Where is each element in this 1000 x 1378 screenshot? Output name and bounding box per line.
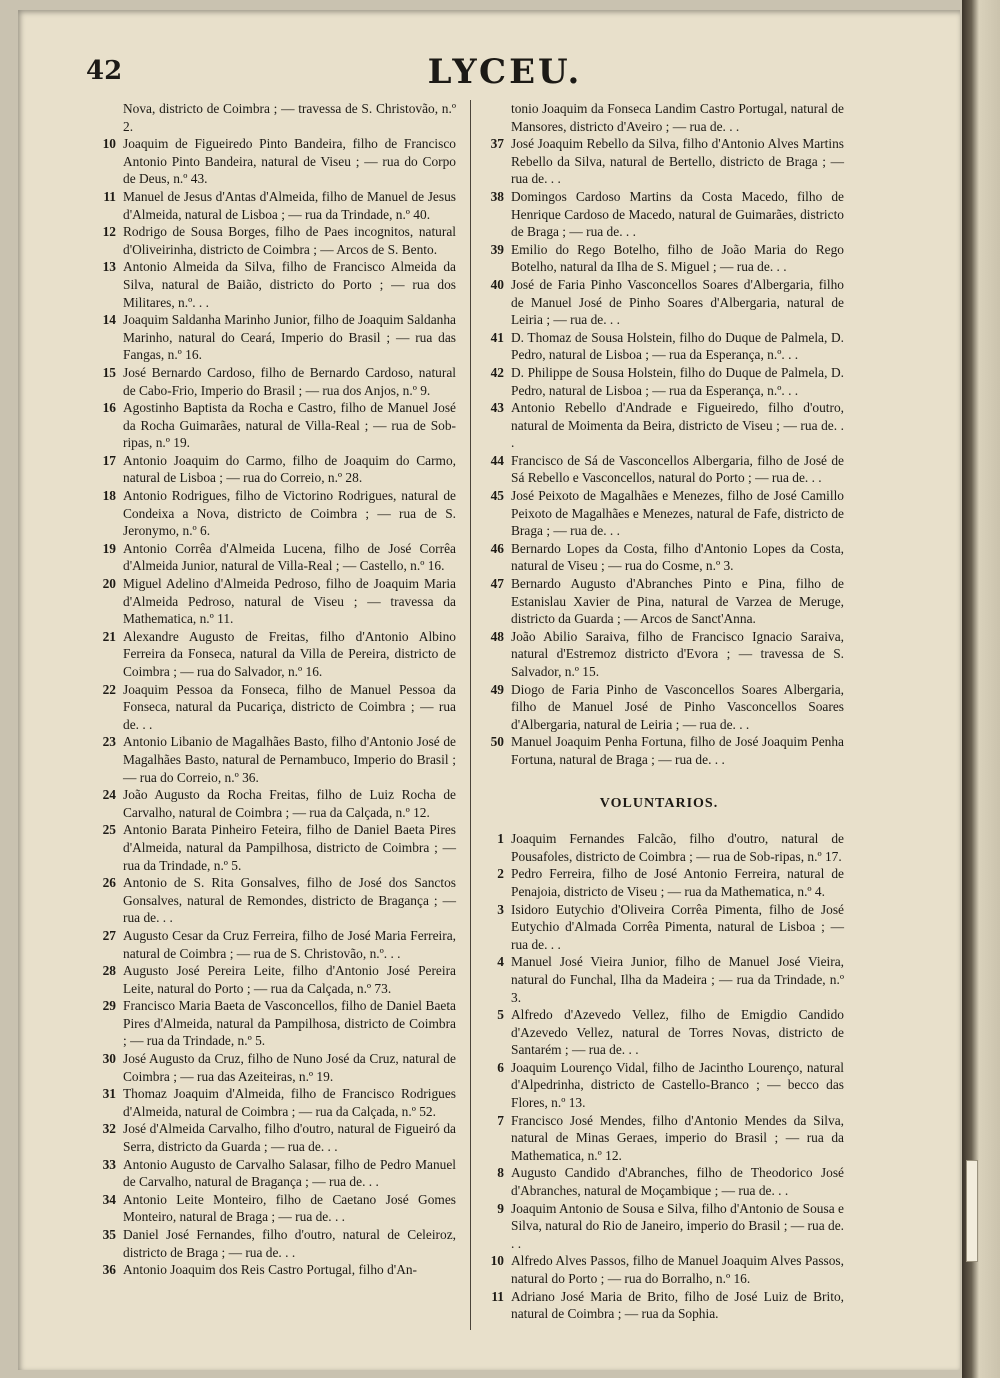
entry-number: 20 [102, 576, 116, 592]
entry-text: Miguel Adelino d'Almeida Pedroso, filho de Joaquim Maria d'Almeida Pedroso, natural de Viseu ; — travessa da Mathematica, n.º 11. [123, 576, 456, 627]
entry-text: José Joaquim Rebello da Silva, filho d'Antonio Alves Martins Rebello da Silva, natural de Bertello, districto de Braga ; — rua de. . . [511, 136, 844, 187]
right-entry-list [474, 135, 844, 768]
list-entry [86, 733, 456, 786]
page-header [70, 52, 940, 92]
entry-text: Bernardo Lopes da Costa, filho d'Antonio Lopes da Costa, natural de Viseu ; — rua do Cosme, n.º 3. [511, 540, 844, 574]
entry-number: 26 [102, 875, 116, 891]
entry-number: 39 [490, 241, 504, 257]
entry-number: 36 [102, 1262, 116, 1278]
entry-text: Manuel Joaquim Penha Fortuna, filho de José Joaquim Penha Fortuna, natural de Braga ; — rua de. . . [511, 734, 844, 767]
entry-number: 9 [497, 1200, 504, 1216]
entry-number: 19 [102, 540, 116, 556]
list-entry [474, 830, 844, 865]
entry-text: Antonio Augusto de Carvalho Salasar, filho de Pedro Manuel de Carvalho, natural de Bragança ; — rua de. . . [123, 1156, 456, 1190]
entry-text: Antonio Rodrigues, filho de Victorino Rodrigues, natural de Condeixa a Nova, districto de Coimbra ; — rua de S. Jeronymo, n.º 6. [123, 488, 456, 539]
entry-text: Joaquim Pessoa da Fonseca, filho de Manuel Pessoa da Fonseca, natural da Pucariça, districto de Coimbra ; — rua de. . . [123, 681, 456, 732]
entry-text: Antonio Leite Monteiro, filho de Caetano José Gomes Monteiro, natural de Braga ; — rua de. . . [123, 1191, 456, 1225]
entry-number: 47 [490, 576, 504, 592]
column-divider [470, 100, 471, 1330]
entry-number: 13 [102, 259, 116, 275]
entry-text: Pedro Ferreira, filho de José Antonio Ferreira, natural de Penajoia, districto de Viseu ; — rua da Mathematica, n.º 4. [511, 866, 844, 899]
list-entry [86, 1120, 456, 1155]
entry-text: Francisco Maria Baeta de Vasconcellos, filho de Daniel Baeta Pires d'Almeida, natural da Pampilhosa, districto de Coimbra ; — rua da Trindade, n.º 5. [123, 998, 456, 1049]
list-entry [474, 575, 844, 628]
list-entry [474, 241, 844, 276]
entry-text: João Augusto da Rocha Freitas, filho de Luiz Rocha de Carvalho, natural de Coimbra ; — rua da Calçada, n.º 12. [123, 787, 456, 820]
list-entry [86, 927, 456, 962]
list-entry [474, 1006, 844, 1059]
entry-number: 12 [102, 224, 116, 240]
entry-text: Antonio Barata Pinheiro Feteira, filho de Daniel Baeta Pires d'Almeida, natural da Pampilhosa, districto de Coimbra ; — rua da Trindade, n.º 5. [123, 822, 456, 873]
entry-number: 1 [497, 831, 504, 847]
list-entry [86, 1226, 456, 1261]
entry-text: Antonio Joaquim dos Reis Castro Portugal, filho d'An- [123, 1262, 418, 1278]
list-entry [474, 1252, 844, 1287]
entry-number: 33 [102, 1156, 116, 1172]
list-entry [86, 1191, 456, 1226]
list-entry [474, 733, 844, 768]
list-entry [86, 874, 456, 927]
entry-text: João Abilio Saraiva, filho de Francisco Ignacio Saraiva, natural d'Estremoz districto d'Evora ; — travessa de S. Salvador, n.º 15. [511, 628, 844, 679]
entry-text: Alfredo d'Azevedo Vellez, filho de Emigdio Candido d'Azevedo Vellez, natural de Torres Novas, districto de Santarém ; — rua de. . . [511, 1007, 844, 1058]
list-entry [474, 276, 844, 329]
list-entry [86, 962, 456, 997]
entry-number: 27 [102, 927, 116, 943]
list-entry [474, 188, 844, 241]
list-entry [86, 188, 456, 223]
entry-text: D. Thomaz de Sousa Holstein, filho do Duque de Palmela, D. Pedro, natural de Lisboa ; — rua da Esperança, n.º. . . [511, 329, 844, 363]
entry-number: 41 [490, 329, 504, 345]
entry-number: 28 [102, 963, 116, 979]
entry-text: Daniel José Fernandes, filho d'outro, natural de Celeiroz, districto de Braga ; — rua de. . . [123, 1227, 456, 1260]
entry-text: Francisco de Sá de Vasconcellos Albergaria, filho de José de Sá Rebello e Vasconcellos, natural do Porto ; — rua de. . . [511, 452, 844, 486]
entry-text: Manuel José Vieira Junior, filho de Manuel José Vieira, natural do Funchal, Ilha da Madeira ; — rua da Trindade, n.º 3. [511, 954, 844, 1005]
entry-number: 44 [490, 452, 504, 468]
list-entry [86, 575, 456, 628]
entry-number: 21 [102, 628, 116, 644]
entry-number: 16 [102, 400, 116, 416]
entry-text: José d'Almeida Carvalho, filho d'outro, natural de Figueiró da Serra, districto da Guarda ; — rua de. . . [123, 1121, 456, 1155]
right-column [474, 100, 844, 1323]
list-entry [86, 681, 456, 734]
entry-number: 24 [102, 787, 116, 803]
entry-text: Antonio Rebello d'Andrade e Figueiredo, filho d'outro, natural de Moimenta da Beira, districto de Viseu ; — rua de. . . [511, 400, 844, 451]
entry-number: 48 [490, 628, 504, 644]
entry-number: 10 [490, 1253, 504, 1269]
list-entry [474, 452, 844, 487]
entry-text: Joaquim Antonio de Sousa e Silva, filho d'Antonio de Sousa e Silva, natural do Rio de Janeiro, imperio do Brasil ; — rua de. . . [511, 1200, 844, 1251]
entry-text: Rodrigo de Sousa Borges, filho de Paes incognitos, natural d'Oliveirinha, districto de Coimbra ; — Arcos de S. Bento. [123, 224, 456, 257]
list-entry [474, 901, 844, 954]
entry-text: Diogo de Faria Pinho de Vasconcellos Soares Albergaria, filho de Manuel José de Pinho Vasconcellos Soares d'Albergaria, natural de Leiria ; — rua de. . . [511, 681, 844, 732]
left-entry-list [86, 135, 456, 1279]
entry-number: 49 [490, 681, 504, 697]
entry-text: Manuel de Jesus d'Antas d'Almeida, filho de Manuel de Jesus d'Almeida, natural de Lisboa ; — rua da Trindade, n.º 40. [123, 188, 456, 222]
list-entry [86, 364, 456, 399]
entry-text: Isidoro Eutychio d'Oliveira Corrêa Pimenta, filho de José Eutychio d'Almada Corrêa Pimenta, natural de Lisboa ; — rua de. . . [511, 901, 844, 952]
list-entry [86, 258, 456, 311]
entry-number: 37 [490, 136, 504, 152]
entry-number: 38 [490, 188, 504, 204]
list-entry [474, 1200, 844, 1253]
entry-text: Francisco José Mendes, filho d'Antonio Mendes da Silva, natural de Minas Geraes, imperio do Brasil ; — rua da Mathematica, n.º 12. [511, 1112, 844, 1163]
entry-number: 4 [497, 954, 504, 970]
entry-number: 40 [490, 276, 504, 292]
list-entry [474, 953, 844, 1006]
entry-number: 42 [490, 364, 504, 380]
entry-text: Augusto Candido d'Abranches, filho de Theodorico José d'Abranches, natural de Moçambique ; — rua de. . . [511, 1165, 844, 1199]
list-entry [474, 865, 844, 900]
entry-text: Antonio Almeida da Silva, filho de Francisco Almeida da Silva, natural de Baião, districto do Porto ; — rua dos Militares, n.º. . . [123, 259, 456, 310]
list-entry [474, 487, 844, 540]
entry-number: 6 [497, 1059, 504, 1075]
entry-number: 32 [102, 1121, 116, 1137]
list-entry [474, 364, 844, 399]
entry-number: 5 [497, 1007, 504, 1023]
entry-number: 22 [102, 681, 116, 697]
entry-text: Antonio Corrêa d'Almeida Lucena, filho de José Corrêa d'Almeida Junior, natural de Villa-Real ; — Castello, n.º 16. [123, 540, 456, 574]
entry-text: Domingos Cardoso Martins da Costa Macedo, filho de Henrique Cardoso de Macedo, natural de Guimarães, districto de Braga ; — rua de. . . [511, 188, 844, 240]
entry-number: 31 [102, 1086, 116, 1102]
entry-number: 50 [490, 734, 504, 750]
entry-number: 30 [102, 1051, 116, 1067]
entry-number: 46 [490, 540, 504, 556]
entry-text: José de Faria Pinho Vasconcellos Soares d'Albergaria, filho de Manuel José de Pinho Soares d'Albergaria, natural de Leiria ; — rua de. . . [511, 276, 844, 328]
entry-number: 34 [102, 1191, 116, 1207]
list-entry [474, 681, 844, 734]
entry-number: 10 [102, 136, 116, 152]
list-entry [86, 311, 456, 364]
entry-number: 14 [102, 312, 116, 328]
entry-number: 43 [490, 400, 504, 416]
entry-text: José Augusto da Cruz, filho de Nuno José da Cruz, natural de Coimbra ; — rua das Azeiteiras, n.º 19. [123, 1051, 456, 1084]
entry-number: 17 [102, 452, 116, 468]
entry-number: 23 [102, 734, 116, 750]
entry-text: Augusto Cesar da Cruz Ferreira, filho de José Maria Ferreira, natural de Coimbra ; — rua de S. Christovão, n.º. . . [123, 927, 456, 961]
entry-number: 7 [497, 1112, 504, 1128]
entry-text: Bernardo Augusto d'Abranches Pinto e Pina, filho de Estanislau Xavier de Pina, natural de Varzea de Meruge, districto da Guarda ; — Arcos de Sanct'Anna. [511, 576, 844, 627]
entry-text: Joaquim Fernandes Falcão, filho d'outro, natural de Pousafoles, districto de Coimbra ; — rua de Sob-ripas, n.º 17. [511, 831, 844, 864]
entry-text: Adriano José Maria de Brito, filho de José Luiz de Brito, natural de Coimbra ; — rua da Sophia. [511, 1288, 844, 1322]
list-entry [474, 1288, 844, 1323]
page-tab-marker [966, 1160, 978, 1262]
entry-number: 29 [102, 998, 116, 1014]
list-entry [86, 399, 456, 452]
list-entry [86, 452, 456, 487]
entry-text: Joaquim Lourenço Vidal, filho de Jacintho Lourenço, natural d'Alpedrinha, districto de Castello-Branco ; — becco das Flores, n.º 13. [511, 1059, 844, 1111]
entry-number: 11 [491, 1288, 504, 1304]
page-number: 42 [86, 56, 123, 86]
entry-number: 15 [102, 364, 116, 380]
entry-text: Augusto José Pereira Leite, filho d'Antonio José Pereira Leite, natural do Porto ; — rua da Calçada, n.º 73. [123, 963, 456, 996]
entry-number: 25 [102, 822, 116, 838]
list-entry [474, 329, 844, 364]
entry-text: Joaquim Saldanha Marinho Junior, filho de Joaquim Saldanha Marinho, natural do Ceará, Imperio do Brasil ; — rua das Fangas, n.º 16. [123, 312, 456, 363]
entry-text: Antonio Libanio de Magalhães Basto, filho d'Antonio José de Magalhães Basto, natural de Pernambuco, Imperio do Brasil ; — rua do Correio, n.º 36. [123, 734, 456, 785]
entry-text: Antonio Joaquim do Carmo, filho de Joaquim do Carmo, natural de Lisboa ; — rua do Correio, n.º 28. [123, 452, 456, 486]
list-entry [474, 399, 844, 452]
list-entry [474, 1059, 844, 1112]
list-entry [474, 1112, 844, 1165]
list-entry [474, 540, 844, 575]
running-title: LYCEU. [427, 52, 583, 92]
entry-number: 2 [497, 866, 504, 882]
entry-number: 35 [102, 1227, 116, 1242]
continuation-text: tonio Joaquim da Fonseca Landim Castro Portugal, natural de Mansores, districto d'Aveiro ; — rua de. . . [511, 101, 844, 134]
list-entry [86, 1261, 456, 1279]
entry-text: Antonio de S. Rita Gonsalves, filho de José dos Sanctos Gonsalves, natural de Remondes, districto de Bragança ; — rua de. . . [123, 875, 456, 926]
list-entry [86, 1050, 456, 1085]
list-entry [86, 223, 456, 258]
entry-text: Alfredo Alves Passos, filho de Manuel Joaquim Alves Passos, natural do Porto ; — rua do Borralho, n.º 16. [511, 1253, 844, 1286]
section-heading-voluntarios: VOLUNTARIOS. [599, 795, 719, 811]
list-entry [86, 821, 456, 874]
entry-text: Thomaz Joaquim d'Almeida, filho de Francisco Rodrigues d'Almeida, natural de Coimbra ; — rua da Calçada, n.º 52. [123, 1086, 456, 1119]
entry-text: José Bernardo Cardoso, filho de Bernardo Cardoso, natural de Cabo-Frio, Imperio do Brasil ; — rua dos Anjos, n.º 9. [123, 364, 456, 398]
list-entry [86, 1085, 456, 1120]
entry-number: 45 [490, 488, 504, 504]
list-entry [86, 540, 456, 575]
continuation-text: Nova, districto de Coimbra ; — travessa de S. Christovão, n.º 2. [123, 101, 456, 134]
entry-text: Agostinho Baptista da Rocha e Castro, filho de Manuel José da Rocha Guimarães, natural de Villa-Real ; — rua de Sob-ripas, n.º 19. [123, 400, 456, 451]
list-entry [86, 997, 456, 1050]
list-entry [474, 1164, 844, 1199]
list-entry [86, 786, 456, 821]
list-entry [86, 628, 456, 681]
entry-text: Alexandre Augusto de Freitas, filho d'Antonio Albino Ferreira da Fonseca, natural da Villa de Pereira, districto de Coimbra ; — rua do Salvador, n.º 16. [123, 628, 456, 679]
list-entry [474, 628, 844, 681]
entry-text: Emilio do Rego Botelho, filho de João Maria do Rego Botelho, natural da Ilha de S. Miguel ; — rua de. . . [511, 241, 844, 275]
entry-number: 8 [497, 1165, 504, 1181]
entry-text: José Peixoto de Magalhães e Menezes, filho de José Camillo Peixoto de Magalhães e Menezes, natural de Fafe, districto de Braga ; — rua de. . . [511, 488, 844, 539]
entry-number: 11 [103, 188, 116, 204]
list-entry [86, 135, 456, 188]
list-entry [86, 487, 456, 540]
entry-text: D. Philippe de Sousa Holstein, filho do Duque de Palmela, D. Pedro, natural de Lisboa ; — rua da Esperança, n.º. . . [511, 364, 844, 398]
left-column [86, 100, 456, 1279]
entry-text: Joaquim de Figueiredo Pinto Bandeira, filho de Francisco Antonio Pinto Bandeira, natural de Viseu ; — rua do Corpo de Deus, n.º 43. [123, 136, 456, 187]
entry-number: 3 [497, 901, 504, 917]
list-entry [86, 1156, 456, 1191]
list-entry [474, 135, 844, 188]
entry-number: 18 [102, 488, 116, 504]
voluntarios-entry-list [474, 830, 844, 1323]
